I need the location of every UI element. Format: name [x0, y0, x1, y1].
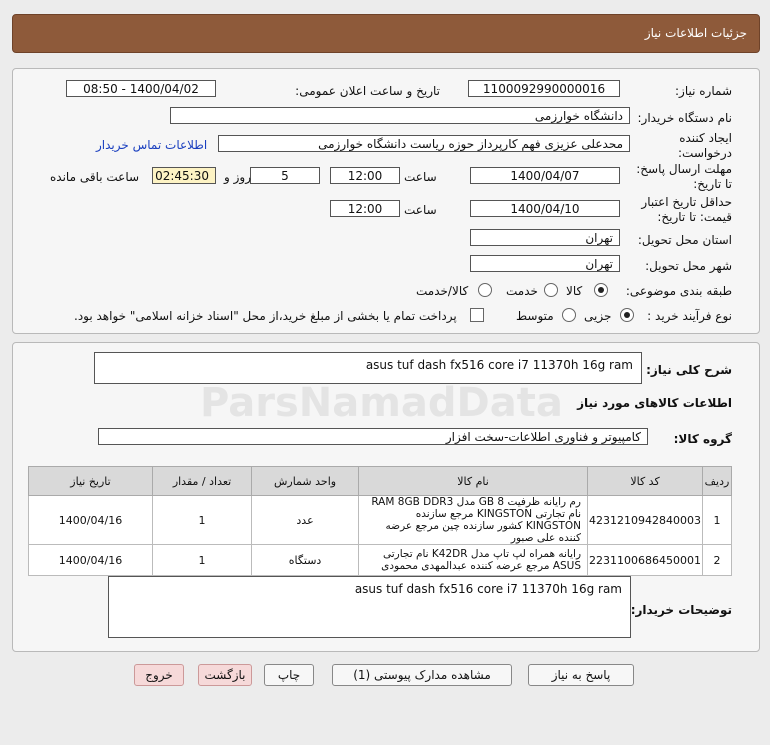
contact-info-link[interactable]: اطلاعات تماس خریدار: [96, 138, 208, 152]
province-label: استان محل تحویل:: [637, 233, 732, 247]
validity-label-1: حداقل تاریخ اعتبار: [641, 195, 732, 209]
city-label: شهر محل تحویل:: [645, 259, 732, 273]
reply-deadline-label-1: مهلت ارسال پاسخ:: [636, 162, 732, 176]
summary-label: شرح کلی نیاز:: [646, 363, 732, 377]
page-title: جزئیات اطلاعات نیاز: [644, 26, 747, 40]
need-number-label: شماره نیاز:: [675, 84, 732, 98]
col-date-header: تاریخ نیاز: [29, 467, 153, 496]
process-radio-medium[interactable]: [562, 308, 576, 322]
goods-table: [28, 466, 732, 576]
validity-time-field: 12:00: [330, 200, 400, 217]
reply-time-field: 12:00: [330, 167, 400, 184]
cell-code: 4231210942840003: [588, 496, 703, 545]
col-row-header: ردیف: [703, 467, 732, 496]
reply-deadline-label-2: تا تاریخ:: [693, 177, 732, 191]
province-field: تهران: [470, 229, 620, 246]
announce-field: 1400/04/02 - 08:50: [66, 80, 216, 97]
process-radio-minor[interactable]: [620, 308, 634, 322]
reply-date-field: 1400/04/07: [470, 167, 620, 184]
group-label: گروه کالا:: [673, 432, 732, 446]
cell-row: 1: [703, 496, 732, 545]
table-row: [29, 545, 732, 576]
col-code-header: کد کالا: [588, 467, 703, 496]
reply-button[interactable]: پاسخ به نیاز: [528, 664, 634, 686]
cell-code: 2231100686450001: [588, 545, 703, 576]
reply-time-label: ساعت: [404, 170, 437, 184]
announce-label: تاریخ و ساعت اعلان عمومی:: [295, 84, 440, 98]
days-label: روز و: [224, 170, 251, 184]
validity-label-2: قیمت: تا تاریخ:: [657, 210, 732, 224]
cell-qty: 1: [153, 545, 252, 576]
page-header: [12, 14, 760, 53]
validity-date-field: 1400/04/10: [470, 200, 620, 217]
cell-date: 1400/04/16: [29, 545, 153, 576]
exit-button[interactable]: خروج: [134, 664, 184, 686]
table-row: [29, 496, 732, 545]
category-radio-goods[interactable]: [594, 283, 608, 297]
remaining-time-label: ساعت باقی مانده: [50, 170, 140, 184]
cell-name: رایانه همراه لپ تاپ مدل K42DR نام تجارتی ASUS مرجع عرضه کننده عبدالمهدی محمودی: [359, 545, 588, 576]
buyer-org-field: دانشگاه خوارزمی: [170, 107, 630, 124]
buyer-notes-field: [108, 576, 631, 638]
group-field: کامپیوتر و فناوری اطلاعات-سخت افزار: [98, 428, 648, 445]
cell-row: 2: [703, 545, 732, 576]
treasury-payment-note: پرداخت تمام یا بخشی از مبلغ خرید،از محل "اسناد خزانه اسلامی" خواهد بود.: [74, 309, 457, 323]
buyer-org-label: نام دستگاه خریدار:: [637, 111, 732, 125]
attachments-button[interactable]: مشاهده مدارک پیوستی (1): [332, 664, 512, 686]
process-option-minor: جزیی: [584, 309, 612, 323]
days-field: 5: [250, 167, 320, 184]
col-unit-header: واحد شمارش: [252, 467, 359, 496]
category-option-service: خدمت: [506, 284, 538, 298]
process-option-medium: متوسط: [516, 309, 554, 323]
col-qty-header: تعداد / مقدار: [153, 467, 252, 496]
process-label: نوع فرآیند خرید :: [647, 309, 732, 323]
need-number-field: 1100092990000016: [468, 80, 620, 97]
summary-text: asus tuf dash fx516 core i7 11370h 16g ram: [365, 358, 633, 372]
validity-time-label: ساعت: [404, 203, 437, 217]
cell-date: 1400/04/16: [29, 496, 153, 545]
treasury-payment-checkbox[interactable]: [470, 308, 484, 322]
city-field: تهران: [470, 255, 620, 272]
creator-label-1: ایجاد کننده: [679, 131, 732, 145]
col-name-header: نام کالا: [359, 467, 588, 496]
table-header-row: [29, 467, 732, 496]
cell-qty: 1: [153, 496, 252, 545]
print-button[interactable]: چاپ: [264, 664, 314, 686]
summary-field: [94, 352, 642, 384]
creator-field: محدعلی عزیزی فهم کارپرداز حوزه ریاست دانشگاه خوارزمی: [218, 135, 630, 152]
cell-unit: عدد: [252, 496, 359, 545]
category-radio-service[interactable]: [544, 283, 558, 297]
back-button[interactable]: بازگشت: [198, 664, 252, 686]
remaining-time-field: 02:45:30: [152, 167, 216, 184]
category-radio-both[interactable]: [478, 283, 492, 297]
cell-name: رم رایانه ظرفیت 8 GB مدل RAM 8GB DDR3 نام تجارتی KINGSTON مرجع سازنده KINGSTON کشور سازنده چین مرجع عرضه کننده علی صبور: [359, 496, 588, 545]
category-label: طبقه بندی موضوعی:: [625, 284, 732, 298]
category-option-goods: کالا: [566, 284, 583, 298]
buyer-notes-label: توضیحات خریدار:: [630, 603, 732, 617]
creator-label-2: درخواست:: [678, 146, 732, 160]
cell-unit: دستگاه: [252, 545, 359, 576]
buyer-notes-text: asus tuf dash fx516 core i7 11370h 16g ram: [354, 582, 622, 596]
category-option-both: کالا/خدمت: [416, 284, 469, 298]
goods-info-title: اطلاعات کالاهای مورد نیاز: [577, 396, 732, 410]
